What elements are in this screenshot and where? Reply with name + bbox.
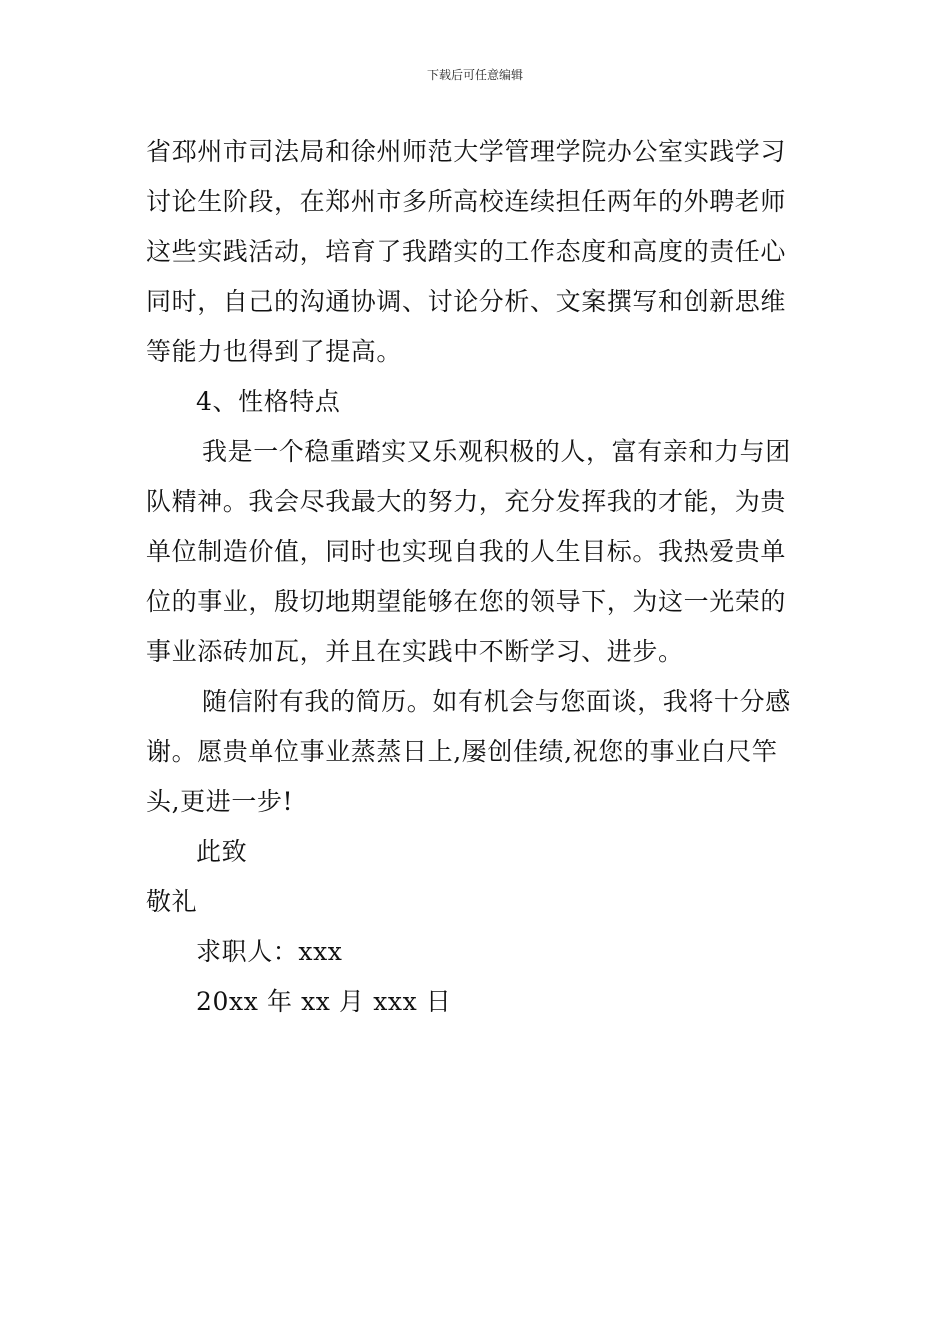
signature: 求职人：xxx [196, 937, 343, 966]
body-line: 同时，自己的沟通协调、讨论分析、文案撰写和创新思维 [146, 287, 787, 316]
body-line: 这些实践活动，培育了我踏实的工作态度和高度的责任心 [146, 237, 787, 266]
closing-line: 头,更进一步! [146, 787, 294, 816]
personality-line: 事业添砖加瓦，并且在实践中不断学习、进步。 [146, 637, 684, 666]
personality-line: 位的事业，殷切地期望能够在您的领导下，为这一光荣的 [146, 587, 787, 616]
personality-line: 队精神。我会尽我最大的努力，充分发挥我的才能，为贵 [146, 487, 787, 516]
header-note: 下载后可任意编辑 [426, 68, 523, 82]
letter-body [146, 127, 810, 1027]
salutation-cizhi: 此致 [196, 837, 248, 866]
body-line: 讨论生阶段，在郑州市多所高校连续担任两年的外聘老师 [146, 187, 787, 216]
date-line: 20xx 年 xx 月 xxx 日 [196, 987, 452, 1016]
personality-line: 单位制造价值，同时也实现自我的人生目标。我热爱贵单 [146, 537, 787, 566]
body-line: 省邳州市司法局和徐州师范大学管理学院办公室实践学习 [146, 137, 787, 166]
body-line: 等能力也得到了提高。 [146, 337, 403, 366]
personality-line: 我是一个稳重踏实又乐观积极的人，富有亲和力与团 [202, 437, 791, 466]
closing-line: 谢。愿贵单位事业蒸蒸日上,屡创佳绩,祝您的事业白尺竿 [146, 737, 778, 766]
closing-line: 随信附有我的简历。如有机会与您面谈，我将十分感 [202, 687, 791, 716]
salutation-jingli: 敬礼 [146, 887, 198, 916]
section-heading: 4、性格特点 [196, 387, 341, 416]
